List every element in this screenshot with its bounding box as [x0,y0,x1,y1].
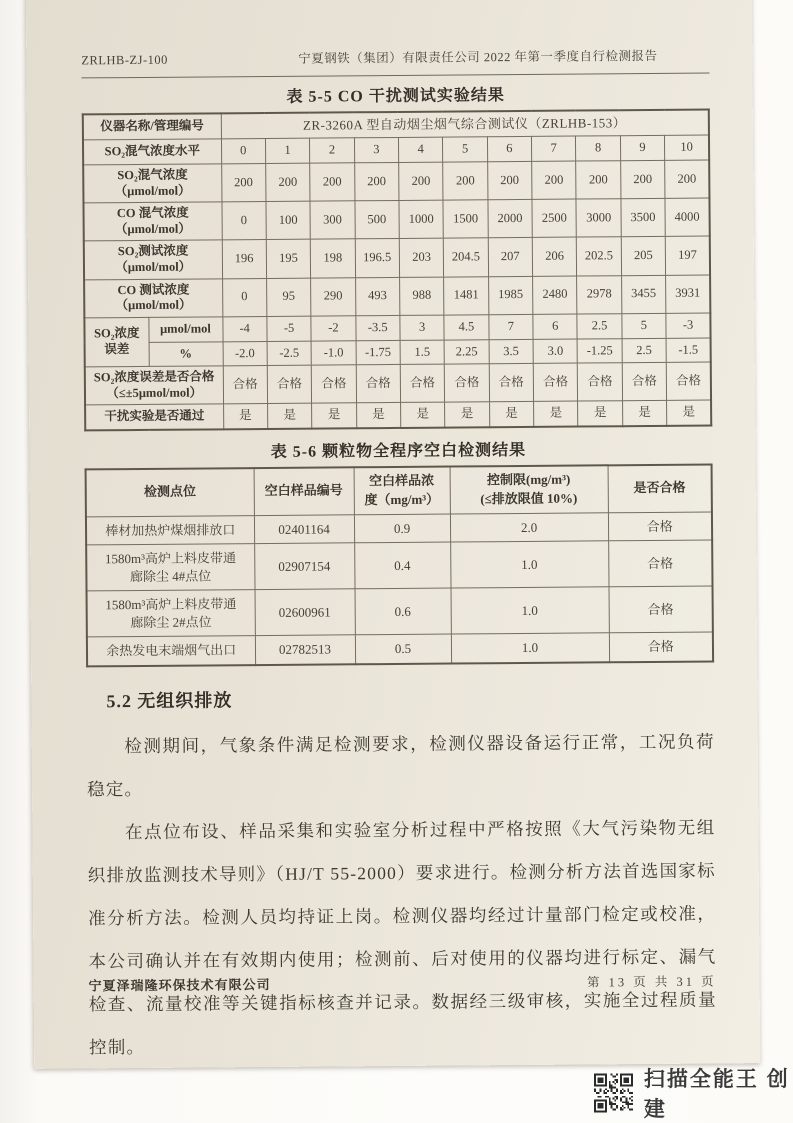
value-cell: 02600961 [255,589,355,636]
row-label: μmol/mol [148,317,222,342]
footer-page-number: 第 13 页 共 31 页 [586,974,717,990]
value-cell: 1.5 [400,340,445,365]
document-page [26,0,761,1069]
value-cell: 200 [620,160,665,199]
column-header: 是否合格 [608,464,712,512]
row-label: CO 测试浓度 （μmol/mol） [84,278,222,317]
table-row [83,160,709,203]
value-cell: 0.5 [355,634,451,664]
value-cell: 0.4 [354,542,450,589]
value-cell: 200 [399,162,444,201]
table-row [86,540,712,591]
value-cell: 207 [488,238,533,277]
value-cell: 3.5 [489,339,534,364]
instrument-cell: ZR-3260A 型自动烟尘烟气综合测试仪（ZRLHB-153） [221,110,709,140]
value-cell: 3455 [621,275,666,314]
paragraph-1: 检测期间，气象条件满足检测要求，检测仪器设备运行正常，工况负荷稳定。 [87,731,715,800]
value-cell: -3 [666,313,711,338]
value-cell: 2.0 [450,512,608,542]
value-cell: 合格 [445,364,490,403]
value-cell: 5 [443,137,488,162]
value-cell: 300 [310,201,355,240]
row-label: SO₂混气浓度水平 [83,139,221,165]
value-cell: 2480 [533,276,578,315]
value-cell: 206 [532,237,577,276]
row-label: % [149,341,223,366]
value-cell: 988 [400,277,445,316]
row-label: SO₂测试浓度 （μmol/mol） [84,240,222,279]
value-cell: 8 [576,136,621,161]
table-5-5-title: 表 5-5 CO 干扰测试实验结果 [286,87,505,106]
column-header: 控制限(mg/m³) (≤排放限值 10%) [450,465,608,513]
value-cell: 100 [266,201,311,240]
value-cell: 是 [401,402,446,427]
value-cell: 合格 [356,365,401,404]
value-cell: 2500 [532,199,577,238]
value-cell: 4 [398,137,443,162]
value-cell: 合格 [622,362,667,401]
value-cell: 3500 [621,198,666,237]
value-cell: 200 [487,161,532,200]
row-label: 仪器名称/管理编号 [83,113,221,140]
value-cell: -5 [267,316,312,341]
value-cell: -2.5 [267,341,312,366]
value-cell: 493 [355,277,400,316]
value-cell: 是 [445,402,490,427]
value-cell: 197 [665,236,710,275]
value-cell: 棒材加热炉煤烟排放口 [86,515,254,545]
value-cell: 10 [665,135,710,160]
value-cell: 是 [534,401,579,426]
value-cell: 4.5 [444,315,489,340]
value-cell: 195 [266,240,311,279]
value-cell: 1.0 [451,633,609,663]
header-divider [81,73,709,79]
column-header: 空白样品浓 度（mg/m³） [354,467,450,515]
value-cell: 9 [620,136,665,161]
column-header: 空白样品编号 [254,467,354,515]
row-label: SO₂浓度误差是否合格（≤±5μmol/mol） [85,366,223,405]
value-cell: 200 [354,162,399,201]
value-cell: 合格 [311,365,356,404]
value-cell: 是 [267,404,312,429]
table-row [83,198,709,241]
row-label: SO₂混气浓度 （μmol/mol） [83,164,221,203]
value-cell: 是 [578,401,623,426]
value-cell: 合格 [489,364,534,403]
value-cell: 200 [221,163,266,202]
row-label: SO₂浓度 误差 [84,317,148,367]
qr-code-icon [594,1071,633,1115]
value-cell: 200 [443,162,488,201]
value-cell: 5 [622,313,667,338]
value-cell: 1985 [488,276,533,315]
value-cell: 是 [489,402,534,427]
value-cell: 1580m³高炉上料皮带通 廊除尘 2#点位 [87,590,255,637]
value-cell: 余热发电末端烟气出口 [87,636,255,666]
value-cell: 200 [310,163,355,202]
value-cell: 6 [487,137,532,162]
value-cell: 合格 [578,363,623,402]
value-cell: 是 [622,401,667,426]
value-cell: 205 [621,237,666,276]
value-cell: -1.25 [577,338,622,363]
row-label: CO 混气浓度 （μmol/mol） [83,202,221,241]
value-cell: 7 [489,314,534,339]
value-cell: -1.5 [666,338,711,363]
value-cell: 02401164 [254,514,354,543]
value-cell: 198 [311,239,356,278]
value-cell: 4000 [665,198,710,237]
table-5-6-title: 表 5-6 颗粒物全程序空白检测结果 [270,441,527,461]
value-cell: 是 [667,400,712,425]
value-cell: 1000 [399,200,444,239]
footer-company: 宁夏泽瑞隆环保技术有限公司 [88,976,271,994]
value-cell: 合格 [400,364,445,403]
camscanner-watermark [594,1063,793,1123]
table-row [84,236,710,279]
value-cell: 196.5 [355,239,400,278]
value-cell: -2.0 [223,341,268,366]
table-5-6 [85,463,715,667]
value-cell: 6 [533,314,578,339]
value-cell: 2.5 [577,314,622,339]
table-row [84,275,710,318]
value-cell: 200 [266,163,311,202]
value-cell: 合格 [609,586,713,633]
value-cell: -1.75 [356,340,401,365]
value-cell: 1580m³高炉上料皮带通 廊除尘 4#点位 [86,544,254,591]
table-row [87,632,713,666]
table-header-row [86,464,712,516]
value-cell: 3931 [666,275,711,314]
value-cell: 1481 [444,276,489,315]
table-row [85,400,711,430]
value-cell: 合格 [267,365,312,404]
value-cell: 204.5 [444,238,489,277]
value-cell: 合格 [666,362,711,401]
paragraph-2: 在点位布设、样品采集和实验室分析过程中严格按照《大气污染物无组织排放监测技术导则》（HJ/T 55-2000）要求进行。检测分析方法首选国家标准分析方法。检测人员均持证上岗。检测仪器均经过计量部门检定或校准，本公司确认并在有效期内使用；检测前、后对使用的仪器均进行标定、漏气检查、流量校准等关键指标核查并记录。数据经三级审核，实施全过程质量控制。 [87,817,717,1058]
value-cell: 2.5 [622,338,667,363]
value-cell: 7 [532,136,577,161]
value-cell: 3.0 [533,339,578,364]
value-cell: 3 [400,315,445,340]
value-cell: -3.5 [355,315,400,340]
value-cell: -4 [222,316,267,341]
value-cell: 95 [266,278,311,317]
document-header [81,46,709,69]
value-cell: -2 [311,316,356,341]
value-cell: 是 [223,404,268,429]
value-cell: 0.9 [354,514,450,543]
table-row [87,586,713,637]
value-cell: 0 [222,278,267,317]
value-cell: 2000 [488,200,533,239]
section-body [87,720,718,1069]
section-heading: 5.2 无组织排放 [106,690,233,712]
value-cell: 200 [532,161,577,200]
table-row [85,362,711,405]
row-label: 干扰实验是否通过 [85,404,223,430]
value-cell: 合格 [608,512,712,541]
value-cell: 02782513 [255,635,355,665]
value-cell: 合格 [609,632,713,662]
value-cell: 1500 [443,200,488,239]
value-cell: 合格 [533,363,578,402]
value-cell: 0 [221,139,266,164]
column-header: 检测点位 [86,468,254,517]
value-cell: 1 [265,138,310,163]
value-cell: 2 [310,138,355,163]
value-cell: 02907154 [254,543,354,590]
value-cell: 0 [221,202,266,241]
value-cell: 200 [576,161,621,200]
value-cell: 1.0 [450,541,608,588]
page-content [81,46,717,1070]
value-cell: 2978 [577,275,622,314]
doc-title: 宁夏钢铁（集团）有限责任公司 2022 年第一季度自行检测报告 [298,48,658,66]
value-cell: 196 [222,240,267,279]
value-cell: 3000 [576,199,621,238]
value-cell: 500 [355,201,400,240]
value-cell: 202.5 [577,237,622,276]
value-cell: -1.0 [311,340,356,365]
value-cell: 2.25 [444,339,489,364]
watermark-text: 扫描全能王 创建 [643,1068,790,1121]
doc-code: ZRLHB-ZJ-100 [81,52,168,68]
value-cell: 合格 [223,366,268,405]
value-cell: 290 [311,277,356,316]
value-cell: 200 [665,160,710,199]
value-cell: 0.6 [355,588,451,635]
value-cell: 是 [356,403,401,428]
value-cell: 合格 [608,540,712,587]
value-cell: 3 [354,138,399,163]
table-5-5 [82,108,712,431]
value-cell: 203 [399,238,444,277]
value-cell: 是 [312,403,357,428]
value-cell: 1.0 [451,587,609,634]
